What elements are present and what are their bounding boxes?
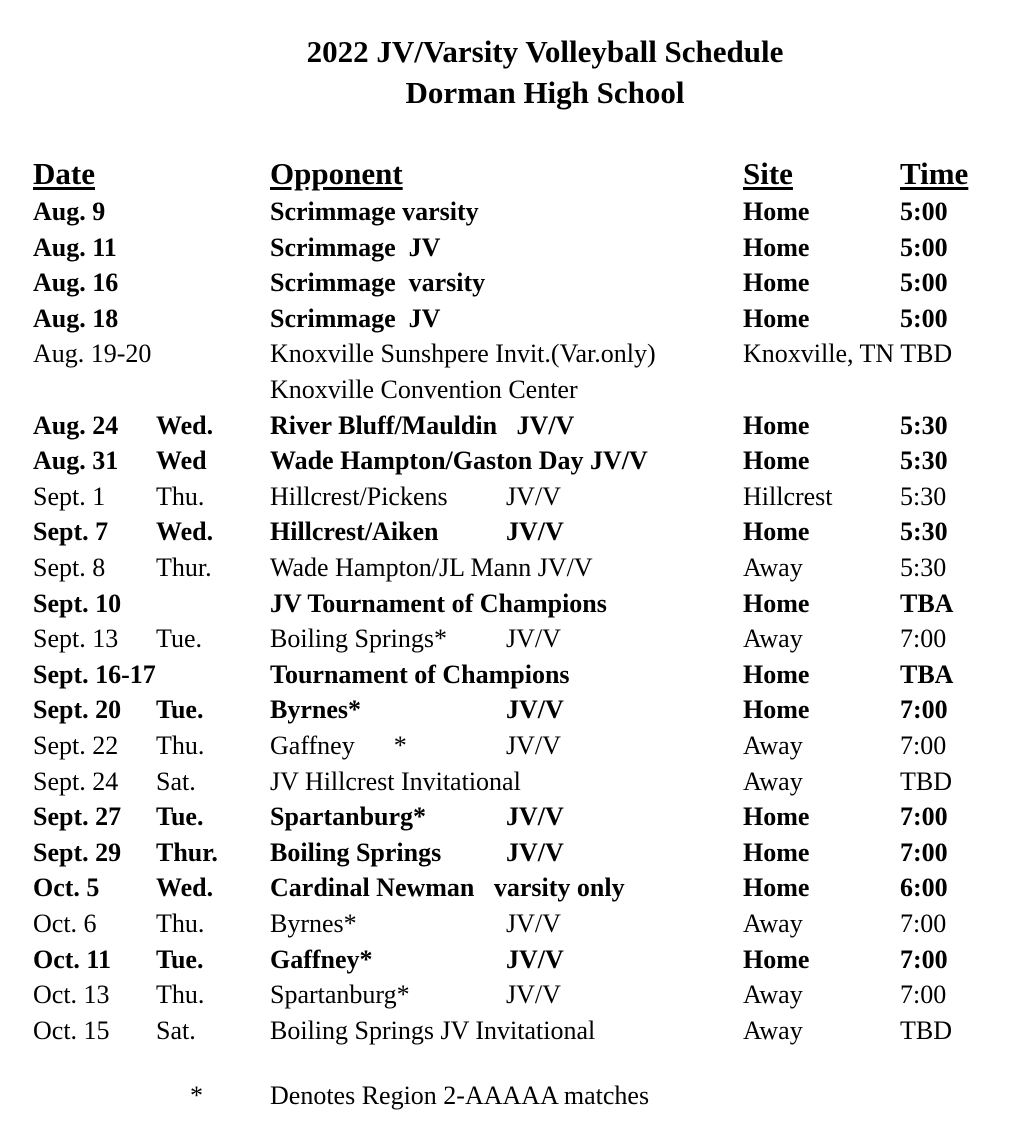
row-time: TBA bbox=[900, 659, 954, 689]
row-day: Tue. bbox=[156, 944, 204, 974]
row-site: Away bbox=[743, 553, 803, 582]
row-site: Home bbox=[743, 232, 810, 262]
row-level: JV/V bbox=[506, 802, 564, 832]
row-site: Knoxville, TN TBD bbox=[743, 339, 953, 369]
row-level: JV/V bbox=[506, 980, 561, 1010]
row-site: Home bbox=[743, 410, 810, 440]
row-date: Oct. 13 bbox=[33, 980, 110, 1010]
row-level: JV/V bbox=[506, 731, 561, 760]
row-site: Away bbox=[743, 909, 803, 938]
row-opponent: Wade Hampton/Gaston Day JV/V bbox=[270, 446, 648, 476]
column-header-date: Date bbox=[33, 156, 95, 191]
row-opponent: Spartanburg* bbox=[270, 802, 427, 832]
row-time: 7:00 bbox=[900, 624, 947, 654]
row-date: Sept. 29 bbox=[33, 837, 122, 867]
row-day: Thu. bbox=[156, 731, 205, 760]
row-date: Sept. 16-17 bbox=[33, 659, 156, 689]
row-date: Aug. 16 bbox=[33, 268, 119, 298]
row-site: Hillcrest bbox=[743, 481, 833, 511]
row-site: Home bbox=[743, 446, 810, 476]
row-day: Wed. bbox=[156, 410, 214, 440]
row-date: Sept. 24 bbox=[33, 766, 119, 796]
row-date: Sept. 13 bbox=[33, 624, 119, 654]
row-time: TBD bbox=[900, 1015, 952, 1045]
row-site: Home bbox=[743, 197, 810, 226]
row-opponent: Byrnes* bbox=[270, 909, 357, 938]
row-time: 7:00 bbox=[900, 802, 948, 832]
row-level: JV/V bbox=[506, 517, 564, 547]
row-time: TBA bbox=[900, 588, 954, 618]
row-opponent: Spartanburg* bbox=[270, 980, 410, 1010]
table-row bbox=[0, 658, 1012, 692]
page-title: 2022 JV/Varsity Volleyball Schedule bbox=[306, 34, 784, 69]
row-level: JV/V bbox=[506, 909, 561, 938]
row-site: Home bbox=[743, 303, 810, 333]
column-header-site: Site bbox=[743, 156, 793, 191]
row-site: Home bbox=[743, 588, 810, 618]
row-opponent: Hillcrest/Pickens bbox=[270, 481, 448, 511]
row-site: Home bbox=[743, 837, 810, 867]
row-opponent: JV Tournament of Champions bbox=[270, 588, 607, 618]
row-level: JV/V bbox=[506, 695, 564, 725]
row-opponent: Scrimmage varsity bbox=[270, 197, 479, 226]
row-opponent: JV Hillcrest Invitational bbox=[270, 766, 521, 796]
row-day: Tue. bbox=[156, 695, 204, 725]
row-time: 5:30 bbox=[900, 410, 948, 440]
row-time: 5:30 bbox=[900, 553, 947, 582]
row-date: Sept. 1 bbox=[33, 481, 106, 511]
row-opponent: Knoxville Convention Center bbox=[270, 375, 578, 404]
row-time: 7:00 bbox=[900, 695, 948, 725]
row-day: Wed bbox=[156, 446, 207, 476]
table-row bbox=[0, 480, 1012, 514]
row-time: 7:00 bbox=[900, 944, 948, 974]
column-header-time: Time bbox=[900, 156, 969, 191]
table-row bbox=[0, 302, 1012, 336]
row-opponent: Cardinal Newman varsity only bbox=[270, 873, 625, 903]
column-header-opponent: Opponent bbox=[270, 156, 403, 191]
table-row bbox=[0, 515, 1012, 549]
row-date: Oct. 6 bbox=[33, 909, 97, 938]
row-time: 7:00 bbox=[900, 980, 947, 1010]
row-day: Wed. bbox=[156, 517, 214, 547]
row-opponent: Byrnes* bbox=[270, 695, 361, 725]
row-date: Aug. 18 bbox=[33, 303, 119, 333]
row-day: Thu. bbox=[156, 980, 205, 1010]
row-site: Away bbox=[743, 980, 803, 1010]
row-date: Aug. 11 bbox=[33, 232, 117, 262]
row-date: Aug. 19-20 bbox=[33, 339, 152, 369]
row-opponent: Scrimmage varsity bbox=[270, 268, 486, 298]
row-day: Thu. bbox=[156, 481, 205, 511]
page-subtitle: Dorman High School bbox=[405, 75, 685, 110]
row-opponent: Wade Hampton/JL Mann JV/V bbox=[270, 553, 593, 582]
row-time: 5:00 bbox=[900, 232, 948, 262]
row-level: JV/V bbox=[506, 944, 564, 974]
table-row bbox=[0, 871, 1012, 905]
row-opponent: Scrimmage JV bbox=[270, 303, 441, 333]
row-level: JV/V bbox=[506, 624, 561, 654]
row-day: Thu. bbox=[156, 909, 205, 938]
table-row bbox=[0, 800, 1012, 834]
row-time: 7:00 bbox=[900, 731, 947, 760]
row-day: Sat. bbox=[156, 766, 196, 796]
row-site: Away bbox=[743, 624, 803, 654]
row-time: 5:30 bbox=[900, 517, 948, 547]
row-opponent: Scrimmage JV bbox=[270, 232, 441, 262]
row-date: Aug. 24 bbox=[33, 410, 119, 440]
row-date: Aug. 31 bbox=[33, 446, 119, 476]
row-time: 7:00 bbox=[900, 909, 947, 938]
row-day: Thur. bbox=[156, 553, 212, 582]
row-opponent: Boiling Springs JV Invitational bbox=[270, 1015, 596, 1045]
row-date: Oct. 11 bbox=[33, 944, 111, 974]
row-day: Thur. bbox=[156, 837, 218, 867]
row-level: JV/V bbox=[506, 481, 561, 511]
table-row bbox=[0, 409, 1012, 443]
row-site: Home bbox=[743, 268, 810, 298]
row-opponent: Knoxville Sunshpere Invit.(Var.only) bbox=[270, 339, 656, 369]
table-row bbox=[0, 337, 1012, 371]
table-row bbox=[0, 231, 1012, 265]
row-day: Tue. bbox=[156, 802, 204, 832]
row-day: Wed. bbox=[156, 873, 214, 903]
row-date: Sept. 8 bbox=[33, 553, 106, 582]
row-time: 5:00 bbox=[900, 303, 948, 333]
row-date: Aug. 9 bbox=[33, 197, 106, 226]
row-site: Home bbox=[743, 695, 810, 725]
row-opponent: Boiling Springs* bbox=[270, 624, 447, 654]
row-site: Home bbox=[743, 802, 810, 832]
row-opponent: Gaffney* bbox=[270, 944, 373, 974]
row-date: Sept. 27 bbox=[33, 802, 122, 832]
row-day: Tue. bbox=[156, 624, 203, 654]
row-time: TBD bbox=[900, 766, 952, 796]
row-time: 5:30 bbox=[900, 481, 947, 511]
table-row bbox=[0, 765, 1012, 799]
row-opponent: Boiling Springs bbox=[270, 837, 442, 867]
table-row bbox=[0, 943, 1012, 977]
row-site: Home bbox=[743, 659, 810, 689]
row-opponent: Tournament of Champions bbox=[270, 659, 570, 689]
row-date: Sept. 22 bbox=[33, 731, 119, 760]
row-date: Sept. 10 bbox=[33, 588, 122, 618]
table-row bbox=[0, 978, 1012, 1012]
table-row bbox=[0, 195, 1012, 229]
row-site: Away bbox=[743, 1015, 803, 1045]
row-level: JV/V bbox=[506, 837, 564, 867]
row-site: Home bbox=[743, 944, 810, 974]
table-row bbox=[0, 373, 1012, 407]
row-time: 5:30 bbox=[900, 446, 948, 476]
row-time: 7:00 bbox=[900, 837, 948, 867]
footnote-marker: * bbox=[190, 1081, 203, 1110]
row-site: Home bbox=[743, 873, 810, 903]
row-opponent: River Bluff/Mauldin JV/V bbox=[270, 410, 575, 440]
table-row bbox=[0, 587, 1012, 621]
table-row bbox=[0, 622, 1012, 656]
row-date: Oct. 5 bbox=[33, 873, 100, 903]
row-date: Oct. 15 bbox=[33, 1015, 110, 1045]
table-row bbox=[0, 907, 1012, 941]
footnote-text: Denotes Region 2-AAAAA matches bbox=[270, 1081, 650, 1110]
table-row bbox=[0, 693, 1012, 727]
row-time: 5:00 bbox=[900, 268, 948, 298]
row-time: 6:00 bbox=[900, 873, 948, 903]
row-site: Away bbox=[743, 766, 803, 796]
row-site: Away bbox=[743, 731, 803, 760]
row-site: Home bbox=[743, 517, 810, 547]
table-row bbox=[0, 729, 1012, 763]
table-row bbox=[0, 444, 1012, 478]
row-opponent: Hillcrest/Aiken bbox=[270, 517, 439, 547]
table-row bbox=[0, 551, 1012, 585]
row-opponent: Gaffney * bbox=[270, 731, 407, 760]
row-day: Sat. bbox=[156, 1015, 196, 1045]
row-date: Sept. 20 bbox=[33, 695, 122, 725]
table-row bbox=[0, 1014, 1012, 1048]
row-time: 5:00 bbox=[900, 197, 948, 226]
row-date: Sept. 7 bbox=[33, 517, 109, 547]
table-row bbox=[0, 836, 1012, 870]
table-row bbox=[0, 266, 1012, 300]
